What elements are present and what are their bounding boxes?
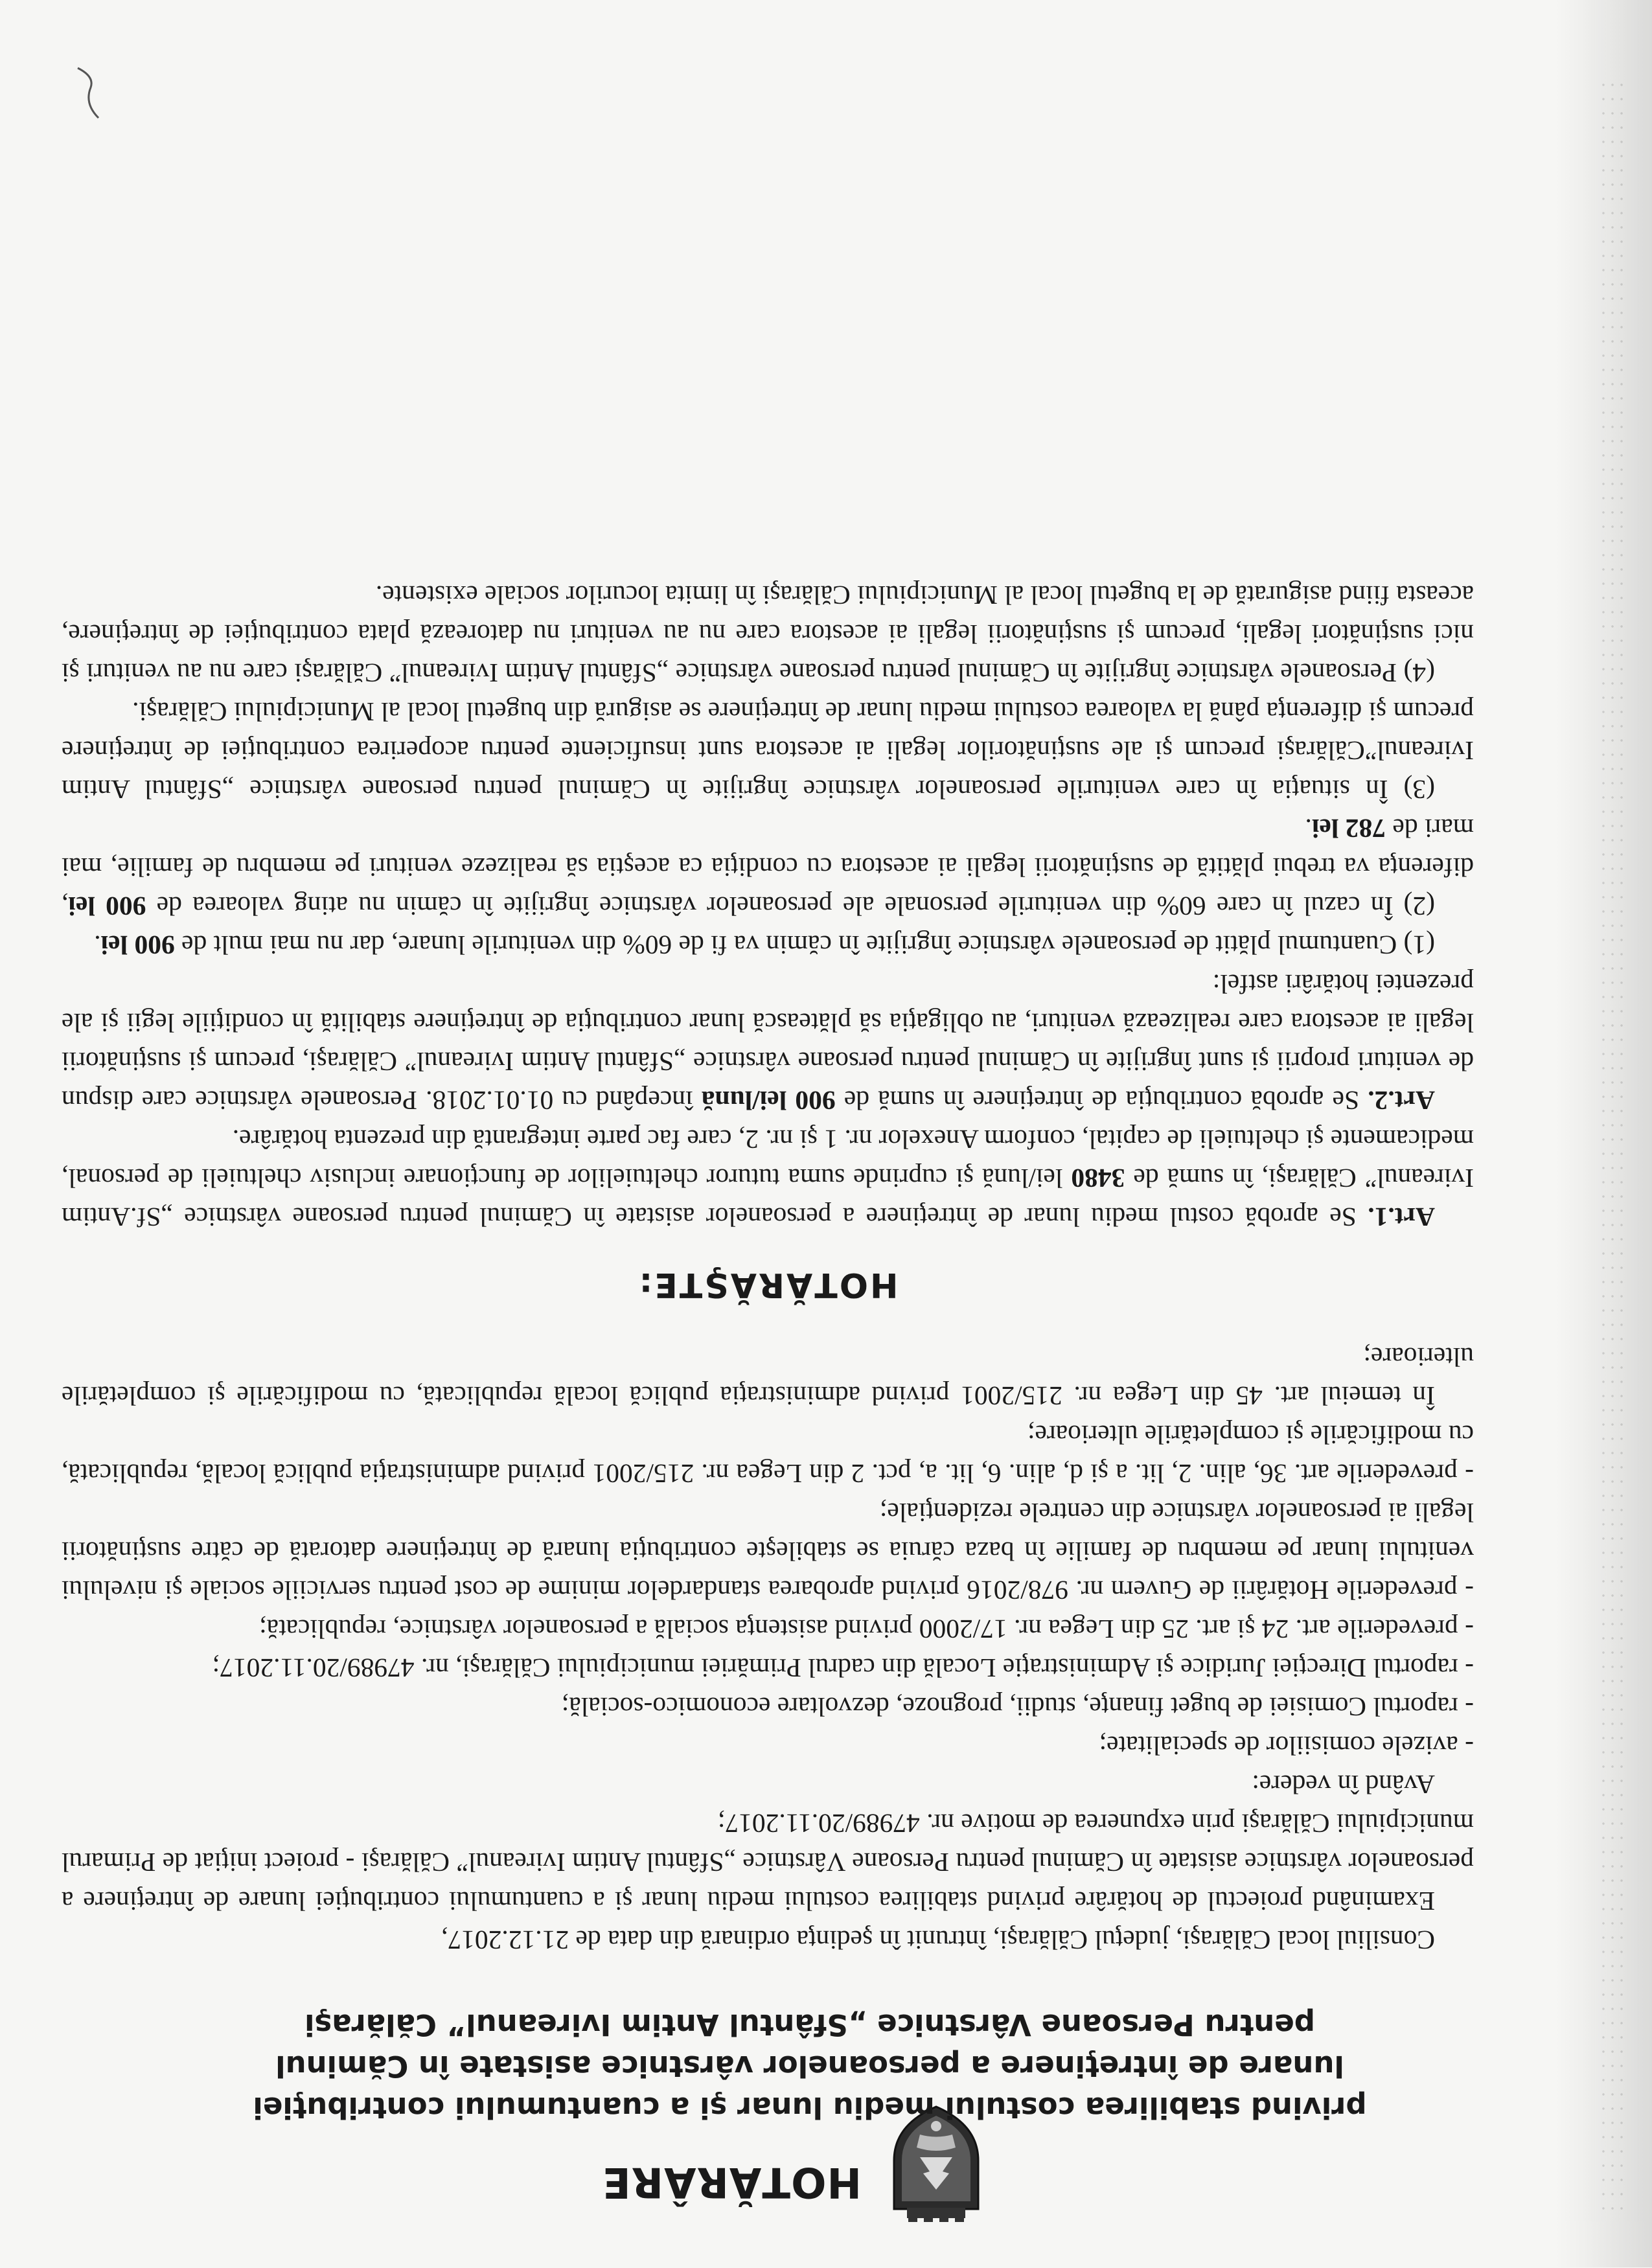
- scanner-edge-noise: [1600, 78, 1626, 2216]
- consideration-item: - raportul Direcţiei Juridice şi Administraţie Locală din cadrul Primăriei municipiului Călăraşi, nr. 47989/20.11.2017;: [212, 1653, 1474, 1683]
- intro-paragraph: Consiliul local Călăraşi, judeţul Călăraşi, întrunit în şedinţa ordinară din data de 21.12.2017,: [441, 1925, 1435, 1955]
- paragraph-1-end: .: [94, 930, 101, 960]
- paragraph-4: (4) Persoanele vârstnice îngrijite în Căminul pentru persoane vârstnice „Sfântul Antim Ivireanul” Călăraşi care nu au venituri şi nici susţinători legali, precum şi susţinătorii legali ai acestora care nu au venituri nu datorează plata contribuţiei de întreţinere, aceasta fiind asigurată de la bugetul local al Municipiului Călăraşi în limita locurilor sociale existente.: [62, 580, 1474, 688]
- article-1-text: Se aprobă costul mediu lunar de întreţinere a persoanelor asistate în Căminul pentru persoane vârstnice „Sf.Antim Ivireanul” Călăraşi, în sumă de: [62, 1163, 1474, 1232]
- examination-paragraph: Examinând proiectul de hotărâre privind stabilirea costului mediu lunar şi a cuantumului contribuţiei lunare de întreţinere a persoanelor vârstnice asistate în Căminul pentru Persoane Vârstnice „Sfântul Antim Ivireanul” Călăraşi - proiect iniţiat de Primarul municipiului Călăraşi prin expunerea de motive nr. 47989/20.11.2017;: [62, 1809, 1474, 1916]
- decision-heading: HOTĂRĂŞTE:: [637, 1265, 899, 1304]
- article-1-text-end: lei/lună şi cuprinde suma tuturor cheltuielilor de funcţionare inclusiv cheltuieli de personal, medicamente şi cheltuieli de capital, conform Anexelor nr. 1 şi nr. 2, care fac parte integrantă din prezenta hotărâre.: [62, 1125, 1474, 1193]
- article-2-text: Se aprobă contribuţia de întreţinere în sumă de: [835, 1086, 1368, 1116]
- considering-heading: Având în vedere:: [1252, 1770, 1435, 1800]
- article-2: [62, 965, 1474, 1120]
- paragraph-1-amount: 900 lei: [100, 930, 175, 960]
- paragraph-3: (3) În situaţia în care veniturile persoanelor vârstnice îngrijite în Căminul pentru persoane vârstnice „Sfântul Antim Ivireanul”Călăraşi precum şi ale susţinătorilor legali ai acestora sunt insuficiente pentru acoperirea contribuţiei de întreţinere precum şi diferenţa până la valoarea costului mediu lunar de întreţinere se asigură din bugetul local al Municipiului Călăraşi.: [62, 697, 1474, 805]
- paragraph-2-text-mid: , diferenţa va trebui plătită de susţinătorii legali ai acestora cu condiţia ca aceştia să realizeze venituri pe membru de familie, mai mari de: [62, 814, 1474, 921]
- article-1-label: Art.1.: [1368, 1202, 1435, 1232]
- article-2-amount: 900 lei/lună: [701, 1086, 836, 1116]
- document-body: [62, 576, 1474, 1960]
- paragraph-2-end: .: [1305, 814, 1312, 843]
- paragraph-2-threshold: 782 lei: [1311, 814, 1386, 843]
- consideration-item: - prevederile art. 36, alin. 2, lit. a şi d, alin. 6, lit. a, pct. 2 din Legea nr. 215/2001 privind administraţia publică locală, republicată, cu modificările şi completările ulterioare;: [62, 1420, 1474, 1489]
- consideration-item: - prevederile art. 24 şi art. 25 din Legea nr. 17/2000 privind asistenţa socială a persoanelor vârstnice, republicată;: [259, 1614, 1474, 1644]
- document-title: HOTĂRÂRE: [602, 2158, 862, 2206]
- article-1-amount: 3480: [1071, 1163, 1125, 1193]
- consideration-item: - raportul Comisiei de buget finanţe, studii, prognoze, dezvoltare economico-socială;: [561, 1692, 1474, 1722]
- legal-basis-paragraph: În temeiul art. 45 din Legea nr. 215/2001 privind administraţia publică locală republicată, cu modificările şi completările ulterioare;: [62, 1342, 1474, 1411]
- paragraph-2: [62, 809, 1474, 926]
- paragraph-2-text: (2) În cazul în care 60% din veniturile personale ale persoanelor vârstnice îngrijite în cămin nu ating valoarea de: [146, 891, 1435, 921]
- article-1: [62, 1120, 1474, 1237]
- article-2-text-end: începând cu 01.01.2018. Persoanele vârstnice care dispun de venituri proprii şi sunt îngrijite în Căminul pentru persoane vârstnice „Sfântul Antim Ivireanul” Călăraşi, precum şi susţinătorii legali ai acestora care realizează venituri, au obligaţia să plătească lunar contribuţia de întreţinere stabilită în condiţiile legii şi ale prezentei hotărâri astfel:: [62, 969, 1474, 1116]
- consideration-item: - prevederile Hotărârii de Guvern nr. 978/2016 privind aprobarea standardelor minime de cost pentru serviciile sociale şi nivelului venitului lunar pe membru de familie în baza căruia se stabileşte contribuţia lunară de întreţinere datorată de către susţinătorii legali ai persoanelor vârstnice din centrele rezidenţiale;: [62, 1498, 1474, 1605]
- pen-mark-icon: [65, 65, 104, 123]
- paragraph-1: [62, 926, 1474, 965]
- consideration-item: - avizele comisiilor de specialitate;: [1099, 1731, 1474, 1761]
- paragraph-2-amount: 900 lei: [68, 891, 146, 921]
- article-2-label: Art.2.: [1368, 1086, 1435, 1116]
- document-subject: privind stabilirea costului mediu lunar şi a cuantumului contribuţiei lunare de întreţinere a persoanelor vârstnice asistate în Căminul pentru Persoane Vârstnice „Sfântul Antim Ivireanul” Călăraşi: [253, 2008, 1367, 2125]
- paragraph-1-text: (1) Cuantumul plătit de persoanele vârstnice îngrijite în cămin va fi de 60% din veniturile lunare, dar nu mai mult de: [174, 930, 1435, 960]
